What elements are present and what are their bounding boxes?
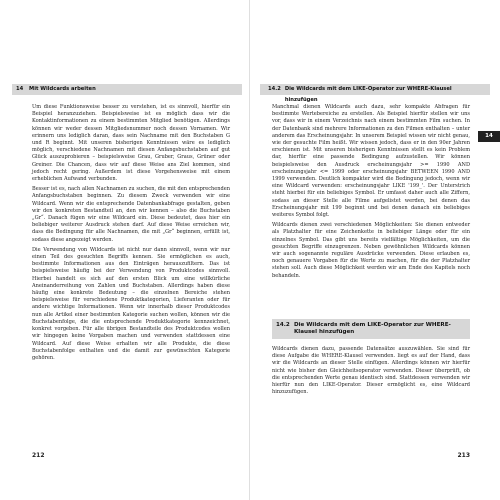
paragraph: Um diese Funktionsweise besser zu verstehen, ist es sinnvoll, hierfür ein Beispiel heranzuziehen. Beispielsweise ist es möglich dass wir die Kontaktinformationen zu einem bestimmten Mitglied benötigen. Allerdings können wir weder dessen Mitgliedsnummer noch dessen Vornamen. Wir erinnern uns lediglich daran, dass sein Nachname mit den Buchstaben G und R beginnt. Mit unseren bisherigen Kenntnissen wäre es lediglich möglich, verschiedene Nachnamen mit diesen Anfangsbuchstaben auf gut Glück auszuprobieren – beispielsweise Grau, Gruber, Graus, Grüner oder Greiner. Die Chancen, dass wir auf diese Weise ans Ziel kommen, sind jedoch recht gering. Außerdem ist diese Vorgehensweise mit einem erheblichen Aufwand verbunden.	[32, 104, 230, 183]
paragraph: Besser ist es, nach allen Nachnamen zu suchen, die mit den entsprechenden Anfangsbuchstaben beginnen. Zu diesem Zweck verwenden wir eine Wildcard. Wenn wir die entsprechende Datenbankabfrage gestalten, geben wir den konkreten Bestandteil an, den wir kennen – also die Buchstaben „Gr“. Danach fügen wir eine Wildcard ein. Diese bedeutet, dass hier ein beliebiger weiterer Ausdruck stehen darf. Auf diese Weise erreichen wir, dass die Bedingung für alle Nachnamen, die mit „Gr“ beginnen, erfüllt ist, sodass diese angezeigt werden.	[32, 186, 230, 243]
section-title: Die Wildcards mit dem LIKE-Operator zur WHERE-Klausel hinzufügen	[293, 322, 451, 335]
left-body-text	[32, 104, 230, 365]
running-header-left	[12, 84, 242, 95]
page-number-left: 212	[32, 452, 45, 459]
paragraph: Wildcards dienen zwei verschiedenen Möglichkeiten: Sie dienen entweder als Platzhalter für eine Zeichenkette in beliebiger Länge oder für ein einzelnes Symbol. Das gibt uns bereits vielfältige Möglichkeiten, um die gesuchten Begriffe einzugrenzen. Neben gewöhnlichen Wildcards können wir auch sogenannte reguläre Ausdrücke verwenden. Diese erlauben es, noch genauere Vorgaben für die Werte zu machen, für die der Platzhalter stehen soll. Auch diese Möglichkeit werden wir am Ende des Kapitels noch behandeln.	[272, 222, 470, 279]
paragraph: Wildcards dienen dazu, passende Datensätze auszuwählen. Sie sind für diese Aufgabe die WHERE-Klausel verwenden. liegt es auf der Hand, dass wir die Wildcards an dieser Stelle einfügen. Allerdings können wir hierfür nicht wie bisher den Gleichheitsoperator verwenden. Dieser überprüft, ob die entsprechenden Werte genau identisch sind. Stattdessen verwenden wir hierfür nun den LIKE-Operator. Dieser ermöglicht es, eine Wildcard hinzuzufügen.	[272, 346, 470, 396]
running-header-right	[260, 84, 490, 103]
section-body-text	[272, 346, 470, 399]
page-number-right: 213	[457, 452, 470, 459]
chapter-thumb-tab: 14	[478, 131, 500, 142]
header-chapter-number: 14	[16, 86, 24, 92]
header-chapter-title: Mit Wildcards arbeiten	[29, 86, 96, 92]
paragraph: Die Verwendung von Wildcards ist nicht nur dann sinnvoll, wenn wir nur einen Teil des gesuchten Begriffs kennen. Sie ermöglichen es auch, bestimmte Informationen aus den Einträgen herauszufiltern. Das ist beispielsweise häufig bei der Verwendung von Produktcodes sinnvoll. Hierbei handelt es sich auf den ersten Blick um eine willkürliche Aneinanderreihung von Zahlen und Buchstaben. Allerdings haben diese häufig eine konkrete Bedeutung – die einzelnen Bereiche stehen beispielsweise für verschiedene Produktkategorien, Lieferanten oder für andere wichtige Informationen. Wenn wir innerhalb dieser Produktcodes nun alle Artikel einer bestimmten Kategorie suchen wollen, können wir die Buchstabenfolge, die die entsprechende Produktkategorie kennzeichnet, konkret vorgeben. Für alle übrigen Bestandteile des Produktcodes wollen wir hingegen keine Vorgaben machen und verwenden stattdessen eine Wildcard. Auf diese Weise erhalten wir alle Produkte, die diese Buchstabenfolge enthalten und die damit zur gewünschten Kategorie gehören.	[32, 246, 230, 361]
right-body-text	[272, 104, 470, 283]
section-heading	[272, 319, 470, 339]
section-number: 14.2	[276, 322, 290, 328]
header-section-title: Die Wildcards mit dem LIKE-Operator zur WHERE-Klausel hinzufügen	[284, 86, 452, 103]
paragraph: Manchmal dienen Wildcards auch dazu, sehr kompakte Abfragen für bestimmte Wertebereiche zu erstellen. Als Beispiel hierfür stellen wir uns vor, dass wir in einem Verzeichnis nach einem bestimmten Film suchen. In der Datenbank sind mehrere Informationen zu den Filmen enthalten – unter anderem das Erscheinungsjahr. In unserem Beispiel wissen wir nicht genau, wie der gesuchte Film heißt. Wir wissen jedoch, dass er in den 90er Jahren erschienen ist. Mit unseren bisherigen Kenntnissen stellt es kein Problem dar, hierfür eine passende Bedingung aufzustellen. Wir können beispielsweise den Ausdruck erscheinungsjahr >= 1990 AND erscheinungsjahr <= 1999 oder erscheinungsjahr BETWEEN 1990 AND 1999 verwenden. Deutlich kompakter wird die Bedingung jedoch, wenn wir eine Wildcard verwenden: erscheinungsjahr LIKE '199_'. Der Unterstrich steht hierbei für ein beliebiges Symbol. Er umfasst daher auch alle Ziffern, sodass an dieser Stelle alle Filme aufgelistet werden, bei denen das Erscheinungsjahr mit 199 beginnt und bei denen danach ein beliebiges weiteres Symbol folgt.	[272, 104, 470, 219]
header-section-number: 14.2	[268, 86, 281, 92]
right-page	[250, 0, 500, 500]
